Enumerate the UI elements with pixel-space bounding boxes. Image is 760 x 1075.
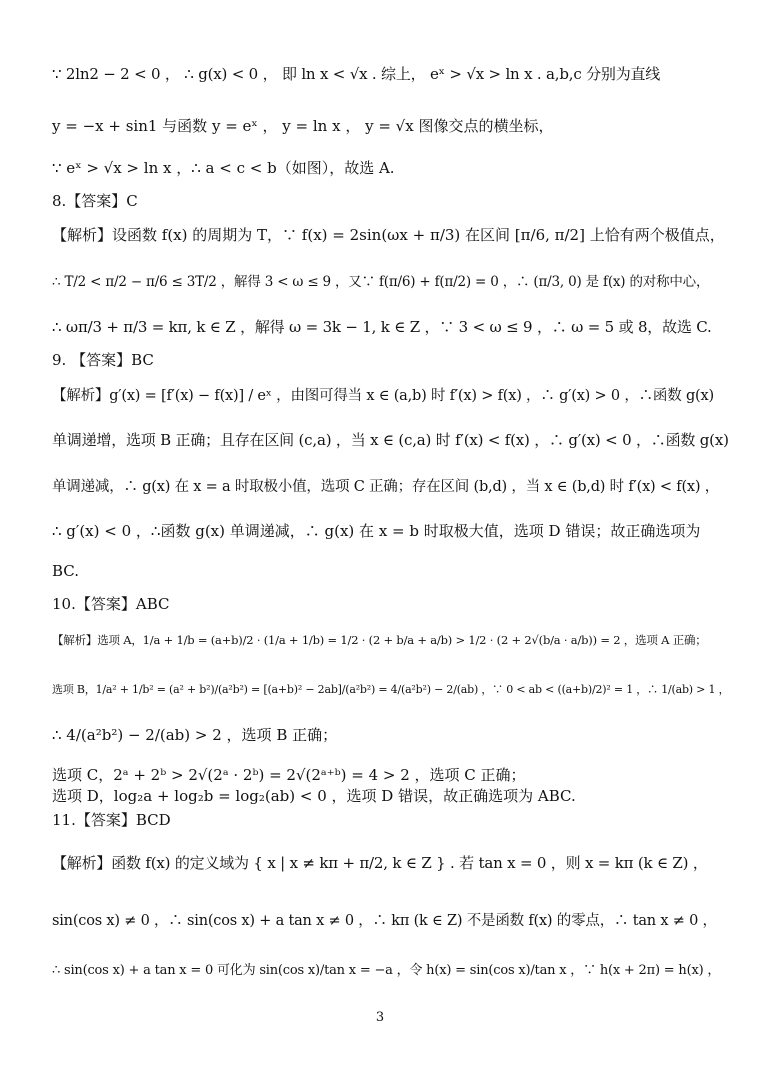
text-line: ∴ sin(cos x) + a tan x = 0 可化为 sin(cos x)/tan x = −a ，令 h(x) = sin(cos x)/tan x ，∵ h(x + 2π) = h(x) ， <box>52 963 721 978</box>
text-line: 8.【答案】C <box>52 192 138 210</box>
text-line: 选项 B，1/a² + 1/b² = (a² + b²)/(a²b²) = [(a+b)² − 2ab]/(a²b²) = 4/(a²b²) − 2/(ab) ，∵ 0 < ab < ((a+b)/2)² = 1 ，∴ 1/(ab) > 1 ， <box>52 683 730 696</box>
text-line: 选项 D，log₂a + log₂b = log₂(ab) < 0 ，选项 D 错误，故正确选项为 ABC. <box>52 787 576 805</box>
page-number: 3 <box>375 1010 385 1025</box>
text-line: 【解析】设函数 f(x) 的周期为 T，∵ f(x) = 2sin(ωx + π/3) 在区间 [π/6, π/2] 上恰有两个极值点， <box>52 226 725 244</box>
text-line: BC. <box>52 562 80 580</box>
text-line: 【解析】g′(x) = [f′(x) − f(x)] / eˣ ，由图可得当 x ∈ (a,b) 时 f′(x) > f(x) ，∴ g′(x) > 0 ，∴函数 g(x) <box>52 388 714 404</box>
text-line: 9. 【答案】BC <box>52 351 154 369</box>
text-line: ∵ 2ln2 − 2 < 0 ， ∴ g(x) < 0 ， 即 ln x < √x . 综上， eˣ > √x > ln x . a,b,c 分别为直线 <box>52 65 661 83</box>
text-line: ∴ g′(x) < 0 ，∴函数 g(x) 单调递减，∴ g(x) 在 x = b 时取极大值，选项 D 错误；故正确选项为 <box>52 522 701 540</box>
text-line: y = −x + sin1 与函数 y = eˣ ， y = ln x ， y = √x 图像交点的横坐标， <box>52 117 554 135</box>
text-line: 【解析】函数 f(x) 的定义域为 { x | x ≠ kπ + π/2, k ∈ Z } . 若 tan x = 0 ，则 x = kπ (k ∈ Z) ， <box>52 854 708 872</box>
text-line: 11.【答案】BCD <box>52 811 171 829</box>
text-line: 【解析】选项 A，1/a + 1/b = (a+b)/2 · (1/a + 1/b) = 1/2 · (2 + b/a + a/b) > 1/2 · (2 + 2√(b/a · a/b)) = 2 ，选项 A 正确； <box>52 633 707 647</box>
text-line: 选项 C，2ᵃ + 2ᵇ > 2√(2ᵃ · 2ᵇ) = 2√(2ᵃ⁺ᵇ) = 4 > 2 ，选项 C 正确； <box>52 766 526 784</box>
text-line: sin(cos x) ≠ 0 ，∴ sin(cos x) + a tan x ≠ 0 ，∴ kπ (k ∈ Z) 不是函数 f(x) 的零点，∴ tan x ≠ 0 ， <box>52 913 717 929</box>
text-line: 单调递减，∴ g(x) 在 x = a 时取极小值，选项 C 正确；存在区间 (b,d) ，当 x ∈ (b,d) 时 f′(x) < f(x) ， <box>52 479 720 495</box>
text-line: ∴ ωπ/3 + π/3 = kπ, k ∈ Z ，解得 ω = 3k − 1, k ∈ Z ，∵ 3 < ω ≤ 9 ，∴ ω = 5 或 8，故选 C. <box>52 318 712 336</box>
text-line: ∵ eˣ > √x > ln x ，∴ a < c < b（如图），故选 A. <box>52 159 395 177</box>
text-line: ∴ 4/(a²b²) − 2/(ab) > 2 ，选项 B 正确； <box>52 726 338 744</box>
text-line: ∴ T/2 < π/2 − π/6 ≤ 3T/2 ，解得 3 < ω ≤ 9 ，又∵ f(π/6) + f(π/2) = 0 ，∴ (π/3, 0) 是 f(x) 的对称中心， <box>52 274 710 290</box>
text-line: 10.【答案】ABC <box>52 595 170 613</box>
text-line: 单调递增，选项 B 正确；且存在区间 (c,a) ，当 x ∈ (c,a) 时 f′(x) < f(x) ，∴ g′(x) < 0 ，∴函数 g(x) <box>52 431 729 449</box>
